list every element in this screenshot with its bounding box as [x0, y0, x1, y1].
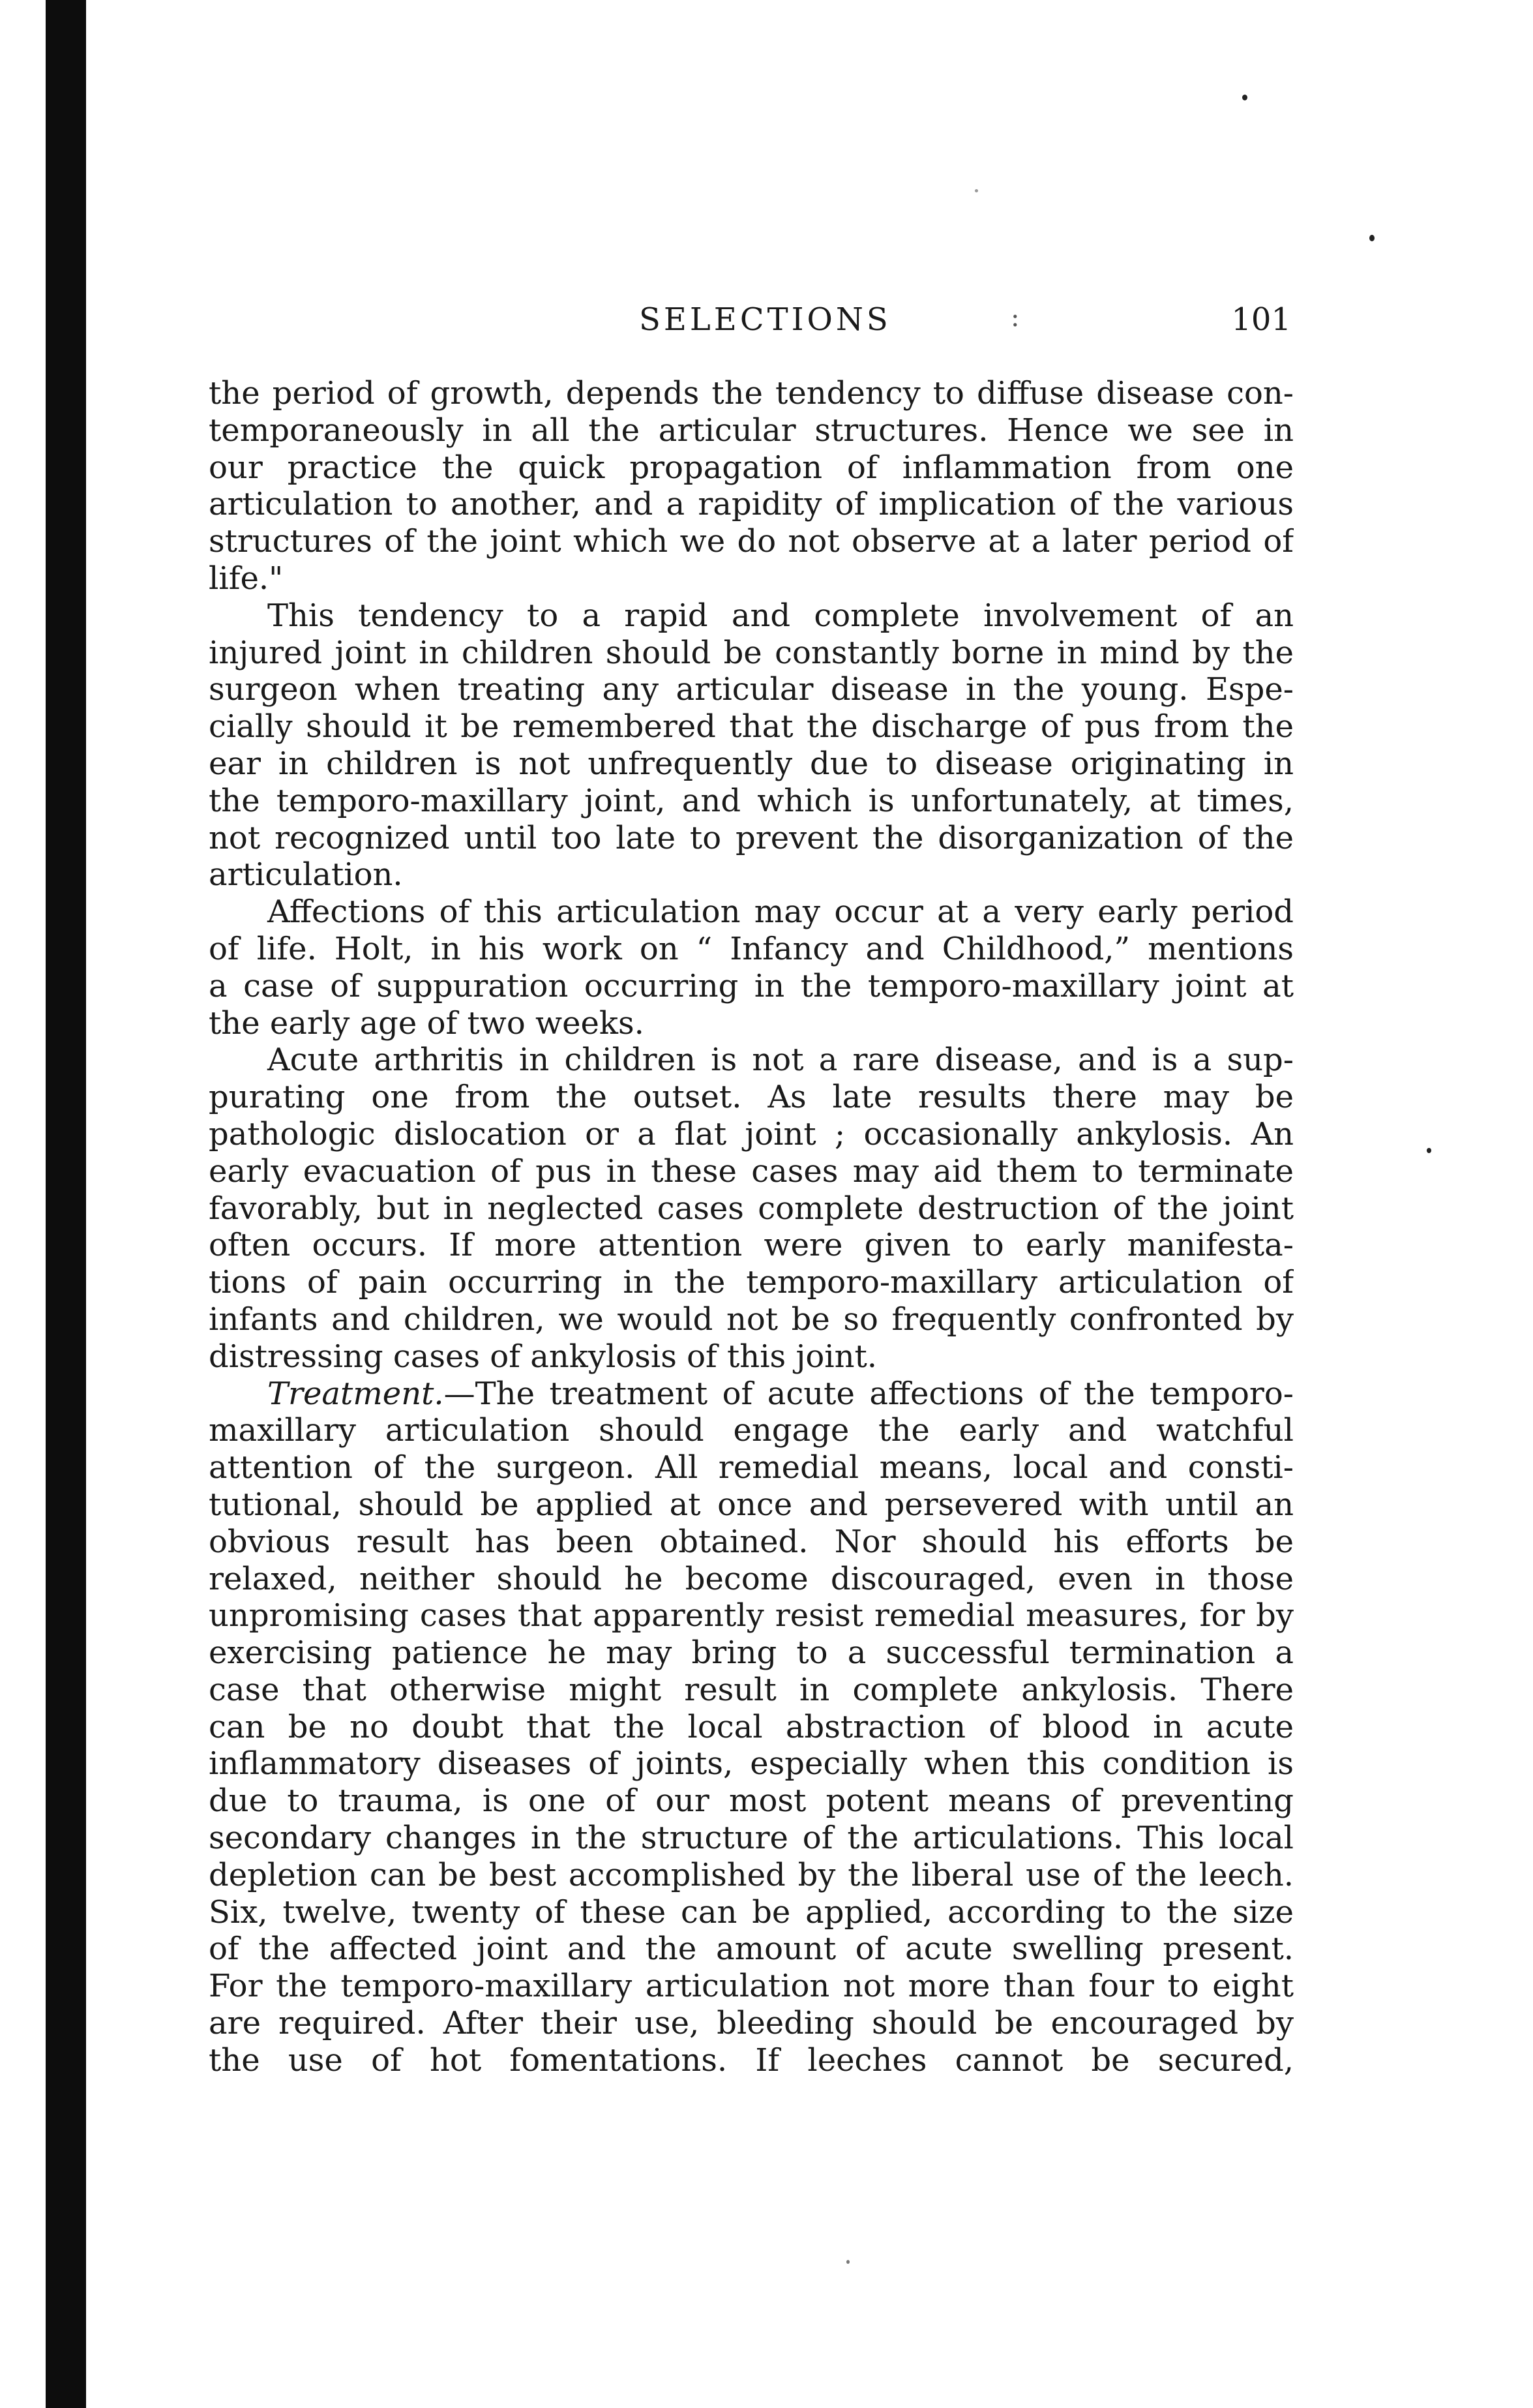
text-line: a case of suppuration occurring in the temporo-maxillary joint at [209, 967, 1294, 1004]
paper-speck [1242, 95, 1247, 100]
text-line: life." [209, 560, 284, 597]
body-text [209, 375, 1294, 2079]
text-line: injured joint in children should be constantly borne in mind by the [209, 634, 1294, 671]
text-line: not recognized until too late to prevent the disorganization of the [209, 819, 1294, 856]
text-line: distressing cases of ankylosis of this joint. [209, 1338, 878, 1375]
paper-speck [1427, 1148, 1431, 1153]
text-line: maxillary articulation should engage the early and watchful [209, 1412, 1294, 1449]
text-line: temporaneously in all the articular structures. Hence we see in [209, 412, 1294, 449]
text-line: ear in children is not unfrequently due to disease originating in [209, 745, 1294, 782]
text-line: often occurs. If more attention were given to early manifesta- [209, 1227, 1294, 1264]
text-line: structures of the joint which we do not observe at a later period of [209, 523, 1294, 560]
text-line: Acute arthritis in children is not a rare disease, and is a sup- [267, 1042, 1294, 1079]
paper-speck [1369, 235, 1375, 241]
text-line: articulation to another, and a rapidity of implication of the various [209, 486, 1294, 523]
text-line: Six, twelve, twenty of these can be applied, according to the size [209, 1893, 1294, 1931]
text-line: pathologic dislocation or a flat joint ; occasionally ankylosis. An [209, 1115, 1294, 1152]
text-line: This tendency to a rapid and complete involvement of an [267, 597, 1294, 634]
page-number: 101 [1231, 301, 1291, 338]
text-line: due to trauma, is one of our most potent means of preventing [209, 1783, 1294, 1820]
header-mark: : [1011, 303, 1020, 333]
book-spine-shadow [46, 0, 86, 2408]
paper-speck [846, 2260, 850, 2264]
text-line: attention of the surgeon. All remedial means, local and consti- [209, 1449, 1294, 1486]
text-line: infants and children, we would not be so frequently confronted by [209, 1301, 1294, 1338]
text-line: the early age of two weeks. [209, 1004, 644, 1042]
text-line: favorably, but in neglected cases complete destruction of the joint [209, 1190, 1294, 1227]
text-line: can be no doubt that the local abstraction of blood in acute [209, 1708, 1294, 1745]
text-line: Treatment.—The treatment of acute affections of the temporo- [267, 1375, 1294, 1412]
text-line: cially should it be remembered that the discharge of pus from the [209, 708, 1294, 745]
text-line: early evacuation of pus in these cases may aid them to terminate [209, 1152, 1294, 1190]
text-line: obvious result has been obtained. Nor should his efforts be [209, 1523, 1294, 1560]
text-line: unpromising cases that apparently resist remedial measures, for by [209, 1597, 1294, 1634]
text-line: inflammatory diseases of joints, especially when this condition is [209, 1745, 1294, 1783]
text-line: of life. Holt, in his work on “ Infancy and Childhood,” mentions [209, 930, 1294, 967]
text-line: tions of pain occurring in the temporo-maxillary articulation of [209, 1264, 1294, 1301]
text-line: of the affected joint and the amount of acute swelling present. [209, 1931, 1294, 1968]
text-line: surgeon when treating any articular disease in the young. Espe- [209, 671, 1294, 708]
text-line: are required. After their use, bleeding should be encouraged by [209, 2005, 1294, 2042]
running-title: SELECTIONS [639, 301, 891, 338]
running-header [209, 301, 1291, 347]
text-line: For the temporo-maxillary articulation not more than four to eight [209, 1968, 1294, 2005]
text-line: purating one from the outset. As late results there may be [209, 1079, 1294, 1116]
text-line: the use of hot fomentations. If leeches cannot be secured, [209, 2041, 1294, 2079]
text-line: depletion can be best accomplished by the liberal use of the leech. [209, 1856, 1294, 1893]
text-line: our practice the quick propagation of inflammation from one [209, 449, 1294, 486]
paper-speck [975, 189, 978, 192]
text-line: tutional, should be applied at once and persevered with until an [209, 1486, 1294, 1523]
text-line: Affections of this articulation may occur at a very early period [267, 894, 1294, 931]
text-line: the period of growth, depends the tendency to diffuse disease con- [209, 375, 1294, 412]
text-line: articulation. [209, 856, 403, 894]
text-line: case that otherwise might result in complete ankylosis. There [209, 1671, 1294, 1708]
text-line: secondary changes in the structure of the articulations. This local [209, 1820, 1294, 1857]
text-line: relaxed, neither should he become discouraged, even in those [209, 1560, 1294, 1597]
text-line: exercising patience he may bring to a successful termination a [209, 1634, 1294, 1672]
text-line: the temporo-maxillary joint, and which is unfortunately, at times, [209, 782, 1294, 819]
